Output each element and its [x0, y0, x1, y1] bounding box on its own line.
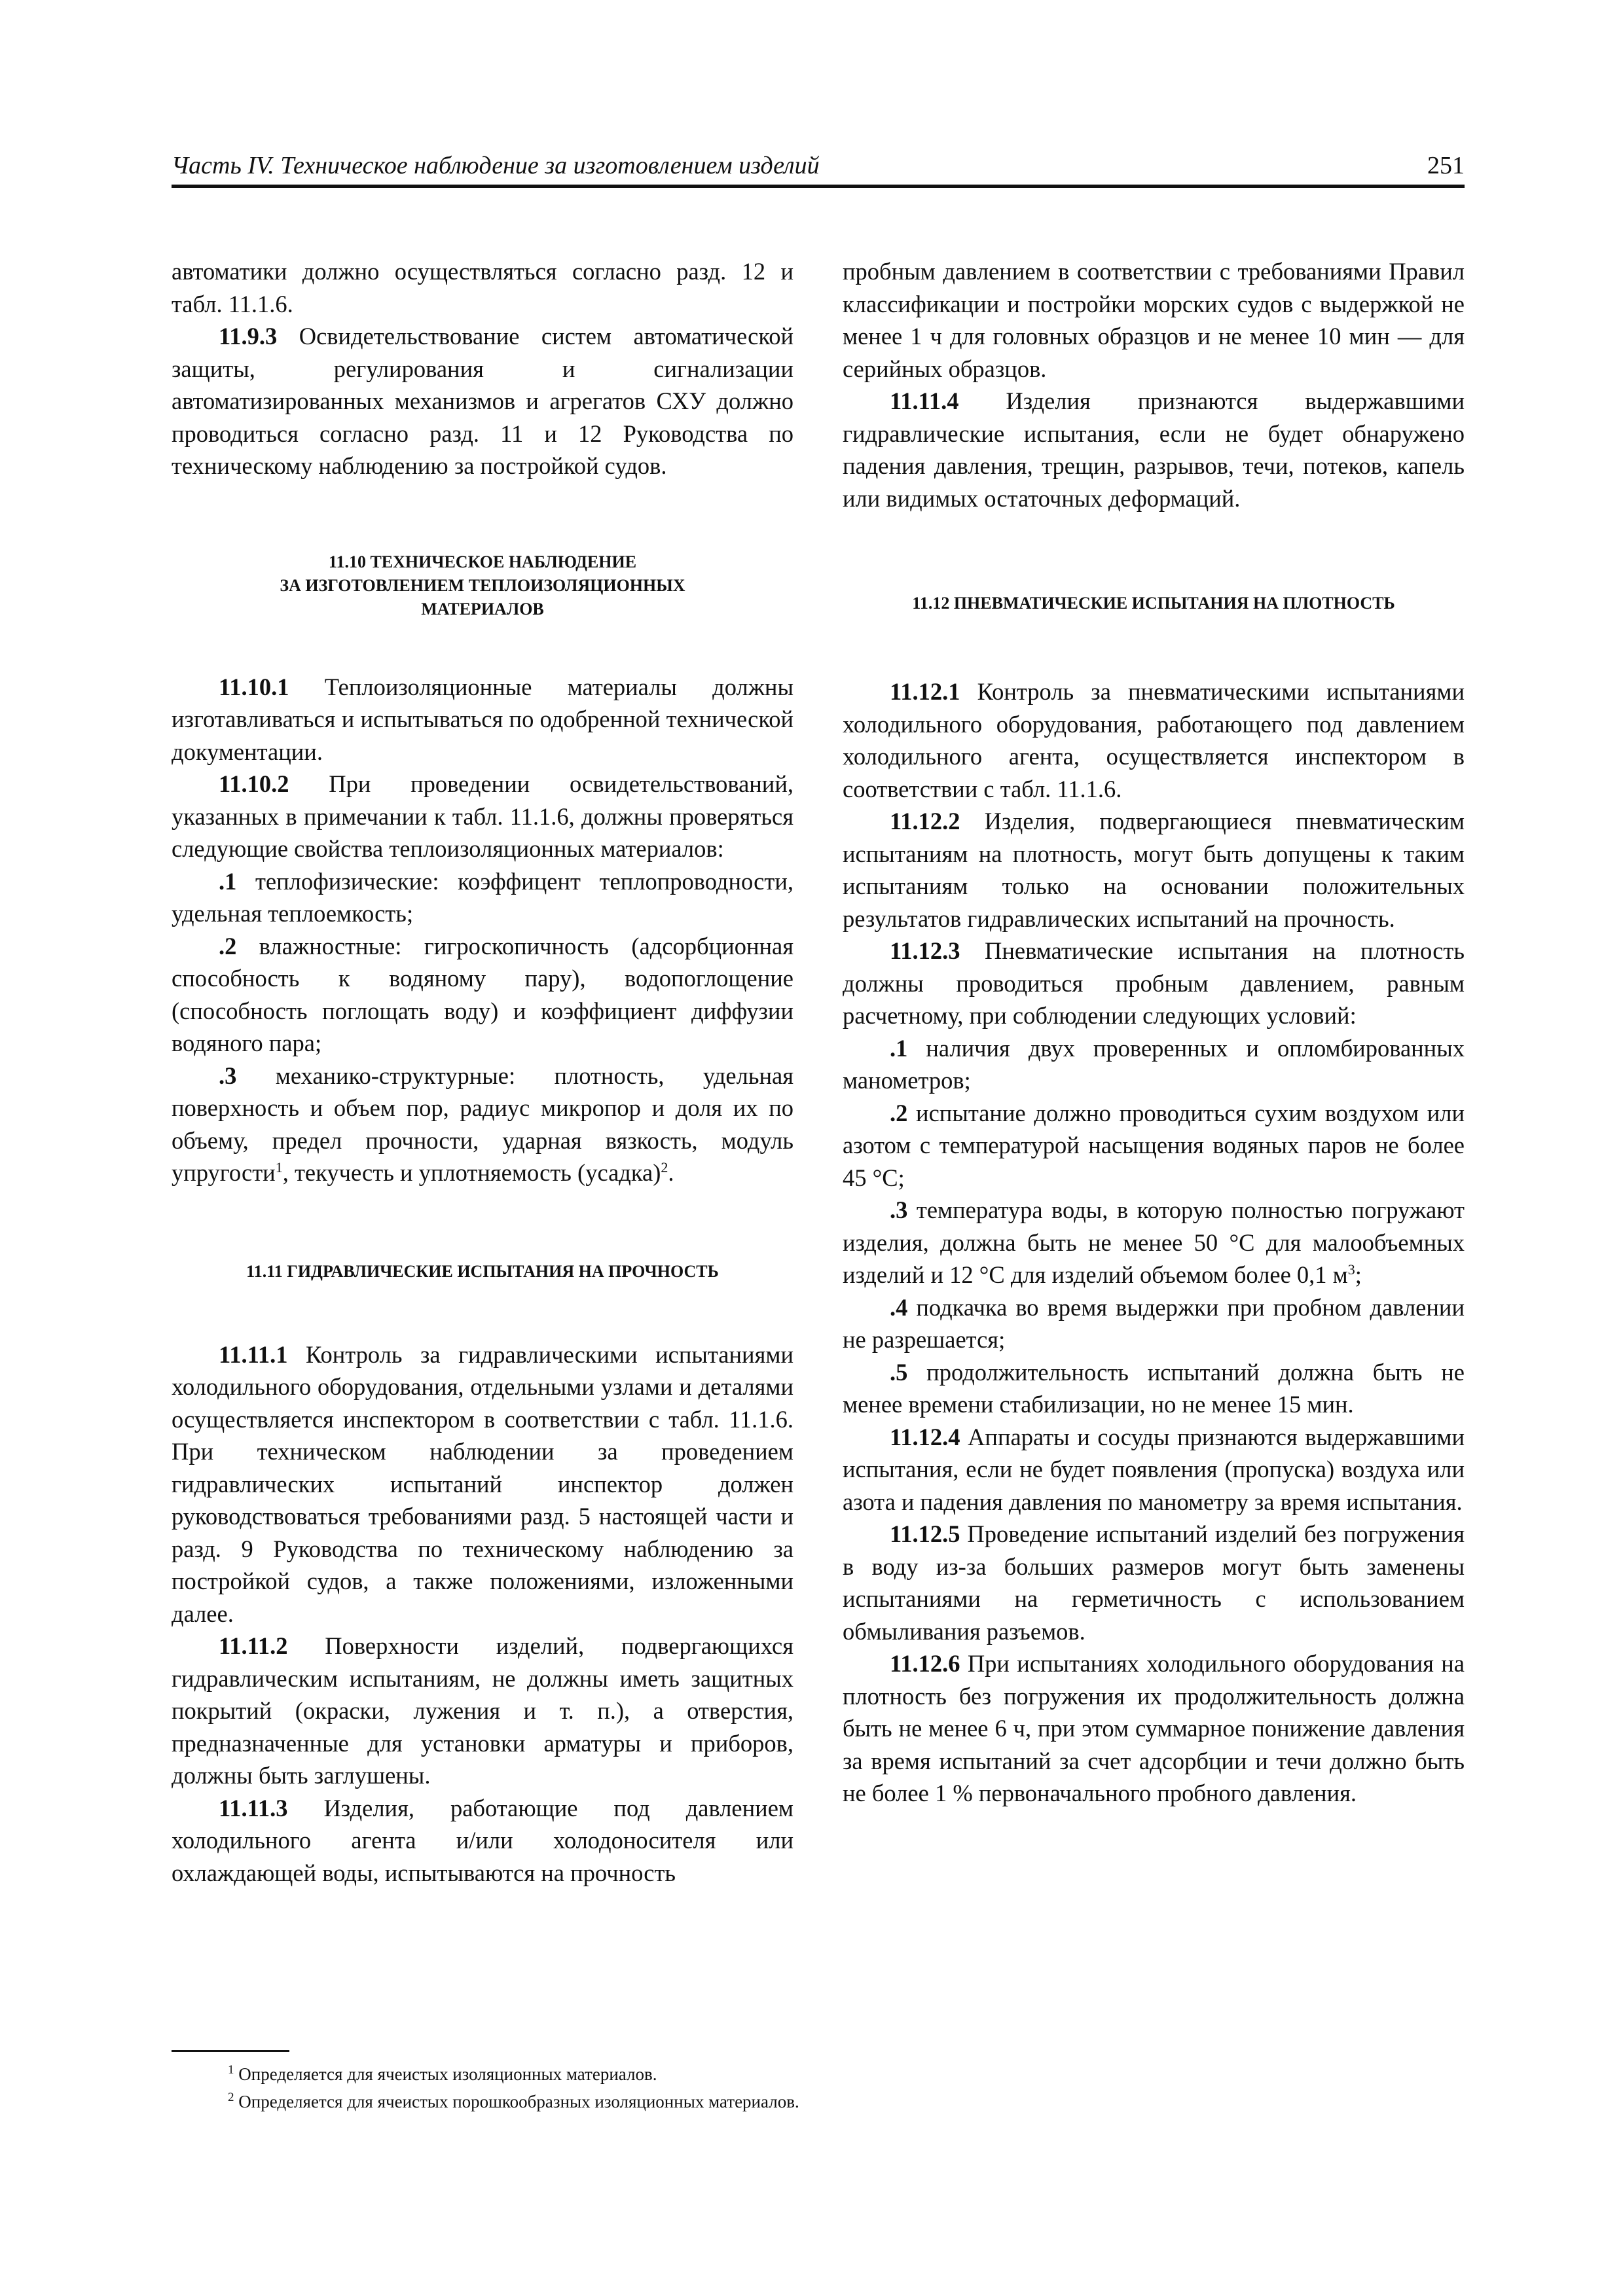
clause-number: 11.11.4 [890, 387, 959, 414]
list-item-3: .3 температура воды, в которую полностью погружают изделия, должна быть не менее 50 °С для малообъемных изделий и 12 °С для изделий объемом более 0,1 $м^3$; [843, 1196, 1465, 1288]
page-number: 251 [1427, 152, 1465, 179]
clause-number: 11.11.1 [219, 1340, 288, 1368]
footnote-1: $^1$ Определяется для ячеистых изоляционных материалов. [228, 2063, 657, 2084]
clause-number: 11.10.2 [219, 770, 289, 797]
clause-number: 11.9.3 [219, 323, 278, 350]
clause-number: 11.12.6 [890, 1650, 960, 1677]
clause-number: 11.11.3 [219, 1794, 288, 1821]
running-header [172, 145, 1465, 188]
list-item-2: .2 влажностные: гигроскопичность (адсорбционная способность к водяному пару), водопоглощение (способность поглощать воду) и коэффициент диффузии водяного пара; [172, 932, 793, 1056]
paragraph-11-10-2: 11.10.2 При проведении освидетельствований, указанных в примечании к табл. 11.1.6, должны проверяться следующие свойства теплоизоляционных материалов: [172, 770, 793, 862]
paragraph-11-11-1: 11.11.1 Контроль за гидравлическими испытаниями холодильного оборудования, отдельными узлами и деталями осуществляется инспектором в соответствии с табл. 11.1.6. При техническом наблюдении за проведением гидравлических испытаний инспектор должен руководствоваться требованиями разд. 5 настоящей части и разд. 9 Руководства по техническому наблюдению за постройкой судов, а также положениями, изложенными далее. [172, 1340, 793, 1627]
left-column [172, 255, 793, 1889]
section-heading-11-10: 11.10 ТЕХНИЧЕСКОЕ НАБЛЮДЕНИЕ ЗА ИЗГОТОВЛЕНИЕМ ТЕПЛОИЗОЛЯЦИОННЫХ МАТЕРИАЛОВ [280, 552, 685, 619]
paragraph-11-12-3: 11.12.3 Пневматические испытания на плотность должны проводиться пробным давлением, равным расчетному, при соблюдении следующих условий: [843, 937, 1465, 1029]
paragraph: автоматики должно осуществляться согласно разд. 12 и табл. 11.1.6. [172, 258, 793, 317]
list-item-2: .2 испытание должно проводиться сухим воздухом или азотом с температурой насыщения водяных паров не более 45 °С; [843, 1099, 1465, 1191]
paragraph-11-11-4: 11.11.4 Изделия признаются выдержавшими гидравлические испытания, если не будет обнаружено падения давления, трещин, разрывов, течи, потеков, капель или видимых остаточных деформаций. [843, 387, 1465, 512]
footnote-ref: 1 [275, 1158, 283, 1175]
paragraph-11-12-6: 11.12.6 При испытаниях холодильного оборудования на плотность без погружения их продолжительность должна быть не менее 6 ч, при этом суммарное понижение давления за время испытаний за счет адсорбции и течи должно быть не более 1 % первоначального пробного давления. [843, 1650, 1465, 1806]
clause-number: 11.10.1 [219, 673, 289, 700]
footnote-2: $^2$ Определяется для ячеистых порошкообразных изоляционных материалов. [228, 2090, 799, 2111]
paragraph: пробным давлением в соответствии с требованиями Правил классификации и постройки морских судов с выдержкой не менее 1 ч для головных образцов и не менее 10 мин — для серийных образцов. [843, 258, 1465, 382]
clause-number: 11.12.3 [890, 937, 960, 964]
section-heading-11-12: 11.12 ПНЕВМАТИЧЕСКИЕ ИСПЫТАНИЯ НА ПЛОТНОСТЬ [912, 594, 1395, 613]
paragraph-11-10-1: 11.10.1 Теплоизоляционные материалы должны изготавливаться и испытываться по одобренной технической документации. [172, 673, 793, 765]
paragraph-11-12-5: 11.12.5 Проведение испытаний изделий без погружения в воду из-за больших размеров могут быть заменены испытаниями на герметичность с использованием обмыливания разъемов. [843, 1520, 1465, 1645]
paragraph-11-11-2: 11.11.2 Поверхности изделий, подвергающихся гидравлическим испытаниям, не должны иметь защитных покрытий (окраски, лужения и т. п.), а отверстия, предназначенные для установки арматуры и приборов, должны быть заглушены. [172, 1632, 793, 1789]
list-item-1: .1 наличия двух проверенных и опломбированных манометров; [843, 1034, 1465, 1094]
list-item-1: .1 теплофизические: коэффицент теплопроводности, удельная теплоемкость; [172, 867, 793, 927]
list-item-3: .3 механико-структурные: плотность, удельная поверхность и объем пор, радиус микропор и доля их по объему, предел прочности, ударная вязкость, модуль упругости$^1$, текучесть и уплотняемость (усадка)$^2$. [172, 1062, 793, 1186]
clause-number: 11.12.4 [890, 1423, 960, 1450]
paragraph-11-12-2: 11.12.2 Изделия, подвергающиеся пневматическим испытаниям на плотность, могут быть допущены к таким испытаниям только на основании положительных результатов гидравлических испытаний на прочность. [843, 808, 1465, 932]
paragraph-11-12-1: 11.12.1 Контроль за пневматическими испытаниями холодильного оборудования, работающего под давлением холодильного агента, осуществляется инспектором в соответствии с табл. 11.1.6. [843, 678, 1465, 802]
footnotes [172, 2058, 1465, 2113]
section-heading-11-11: 11.11 ГИДРАВЛИЧЕСКИЕ ИСПЫТАНИЯ НА ПРОЧНОСТЬ [246, 1261, 719, 1281]
clause-number: 11.12.1 [890, 678, 960, 705]
clause-number: 11.12.5 [890, 1520, 960, 1547]
footnote-divider [172, 2050, 289, 2052]
list-item-4: .4 подкачка во время выдержки при пробном давлении не разрешается; [843, 1293, 1465, 1353]
clause-number: 11.11.2 [219, 1632, 288, 1659]
footnote-ref: 2 [661, 1158, 668, 1175]
header-title: Часть IV. Техническое наблюдение за изготовлением изделий [172, 152, 820, 179]
paragraph-11-11-3: 11.11.3 Изделия, работающие под давлением холодильного агента и/или холодоносителя или охлаждающей воды, испытываются на прочность [172, 1794, 793, 1886]
list-item-5: .5 продолжительность испытаний должна быть не менее времени стабилизации, но не менее 15 мин. [843, 1358, 1465, 1418]
clause-number: 11.12.2 [890, 808, 960, 834]
right-column [843, 255, 1465, 1810]
paragraph-11-9-3: 11.9.3 Освидетельствование систем автоматической защиты, регулирования и сигнализации автоматизированных механизмов и агрегатов СХУ должно проводиться согласно разд. 11 и 12 Руководства по техническому наблюдению за постройкой судов. [172, 323, 793, 479]
paragraph-11-12-4: 11.12.4 Аппараты и сосуды признаются выдержавшими испытания, если не будет появления (пропуска) воздуха или азота и падения давления по манометру за время испытания. [843, 1423, 1465, 1515]
